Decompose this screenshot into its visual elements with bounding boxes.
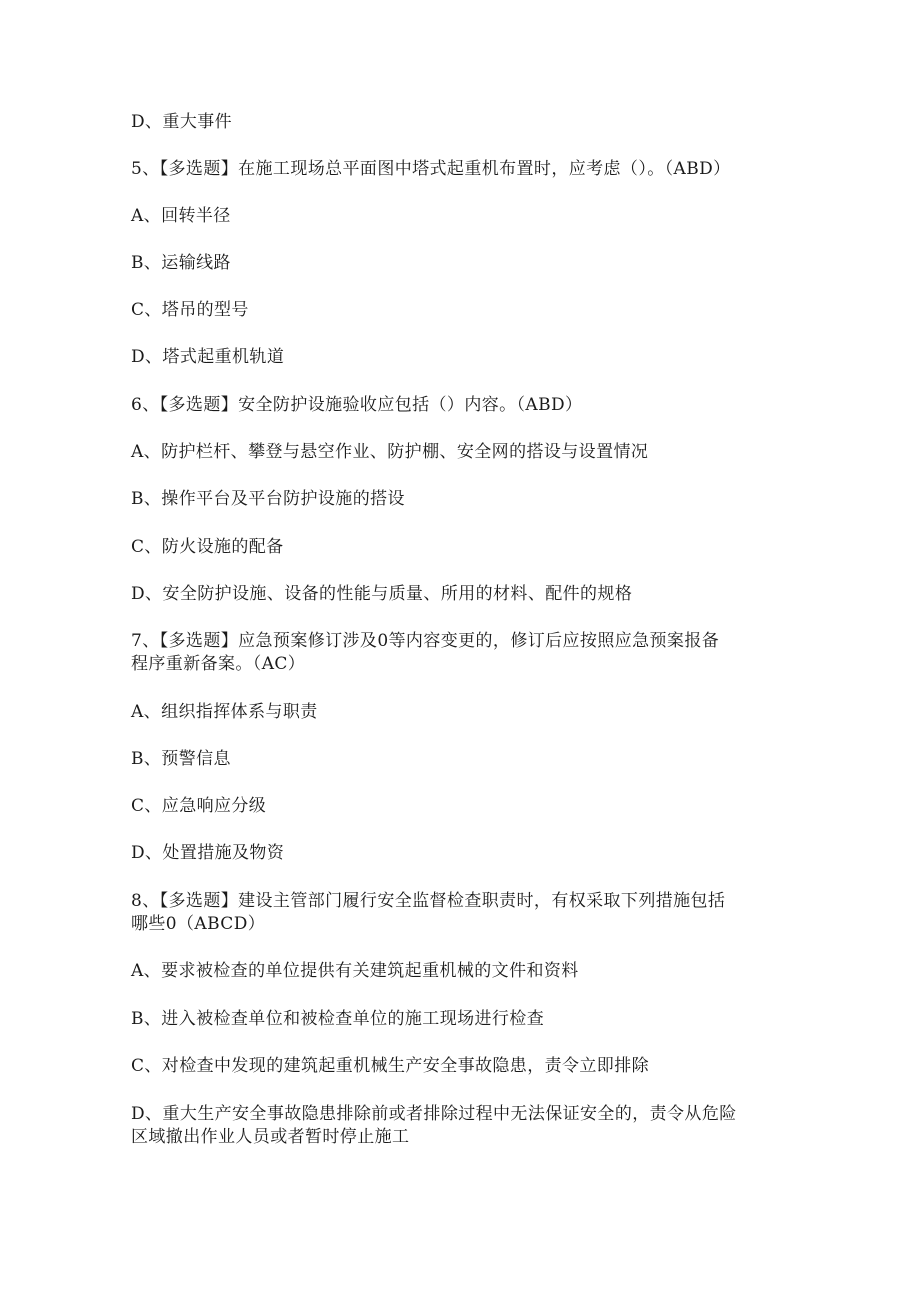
q6-option-c: C、防火设施的配备 [131, 537, 284, 557]
q7-question-line1: 7、【多选题】应急预案修订涉及0等内容变更的，修订后应按照应急预案报备 [131, 631, 720, 651]
q8-option-d-line1: D、重大生产安全事故隐患排除前或者排除过程中无法保证安全的，责令从危险 [131, 1104, 737, 1124]
q5-option-d: D、塔式起重机轨道 [131, 347, 285, 367]
q5-question: 5、【多选题】在施工现场总平面图中塔式起重机布置时，应考虑（）。（ABD） [131, 159, 731, 179]
q8-question-line1: 8、【多选题】建设主管部门履行安全监督检查职责时，有权采取下列措施包括 [131, 891, 726, 911]
q6-option-b: B、操作平台及平台防护设施的搭设 [131, 489, 405, 509]
q6-option-d: D、安全防护设施、设备的性能与质量、所用的材料、配件的规格 [131, 584, 633, 604]
q6-option-a: A、防护栏杆、攀登与悬空作业、防护棚、安全网的搭设与设置情况 [131, 442, 649, 462]
q8-question-line2: 哪些0（ABCD） [131, 914, 266, 934]
q7-question-line2: 程序重新备案。（AC） [131, 654, 306, 674]
q8-option-b: B、进入被检查单位和被检查单位的施工现场进行检查 [131, 1009, 545, 1029]
q4-option-d: D、重大事件 [131, 112, 233, 132]
q5-option-c: C、塔吊的型号 [131, 300, 249, 320]
q8-option-a: A、要求被检查的单位提供有关建筑起重机械的文件和资料 [131, 961, 579, 981]
q7-option-d: D、处置措施及物资 [131, 843, 285, 863]
q6-question: 6、【多选题】安全防护设施验收应包括（）内容。（ABD） [131, 395, 583, 415]
q7-option-c: C、应急响应分级 [131, 796, 267, 816]
q7-option-b: B、预警信息 [131, 749, 231, 769]
q8-option-d-line2: 区域撤出作业人员或者暂时停止施工 [131, 1127, 410, 1147]
q7-option-a: A、组织指挥体系与职责 [131, 702, 318, 722]
q5-option-a: A、回转半径 [131, 206, 231, 226]
q8-option-c: C、对检查中发现的建筑起重机械生产安全事故隐患，责令立即排除 [131, 1056, 650, 1076]
q5-option-b: B、运输线路 [131, 253, 231, 273]
